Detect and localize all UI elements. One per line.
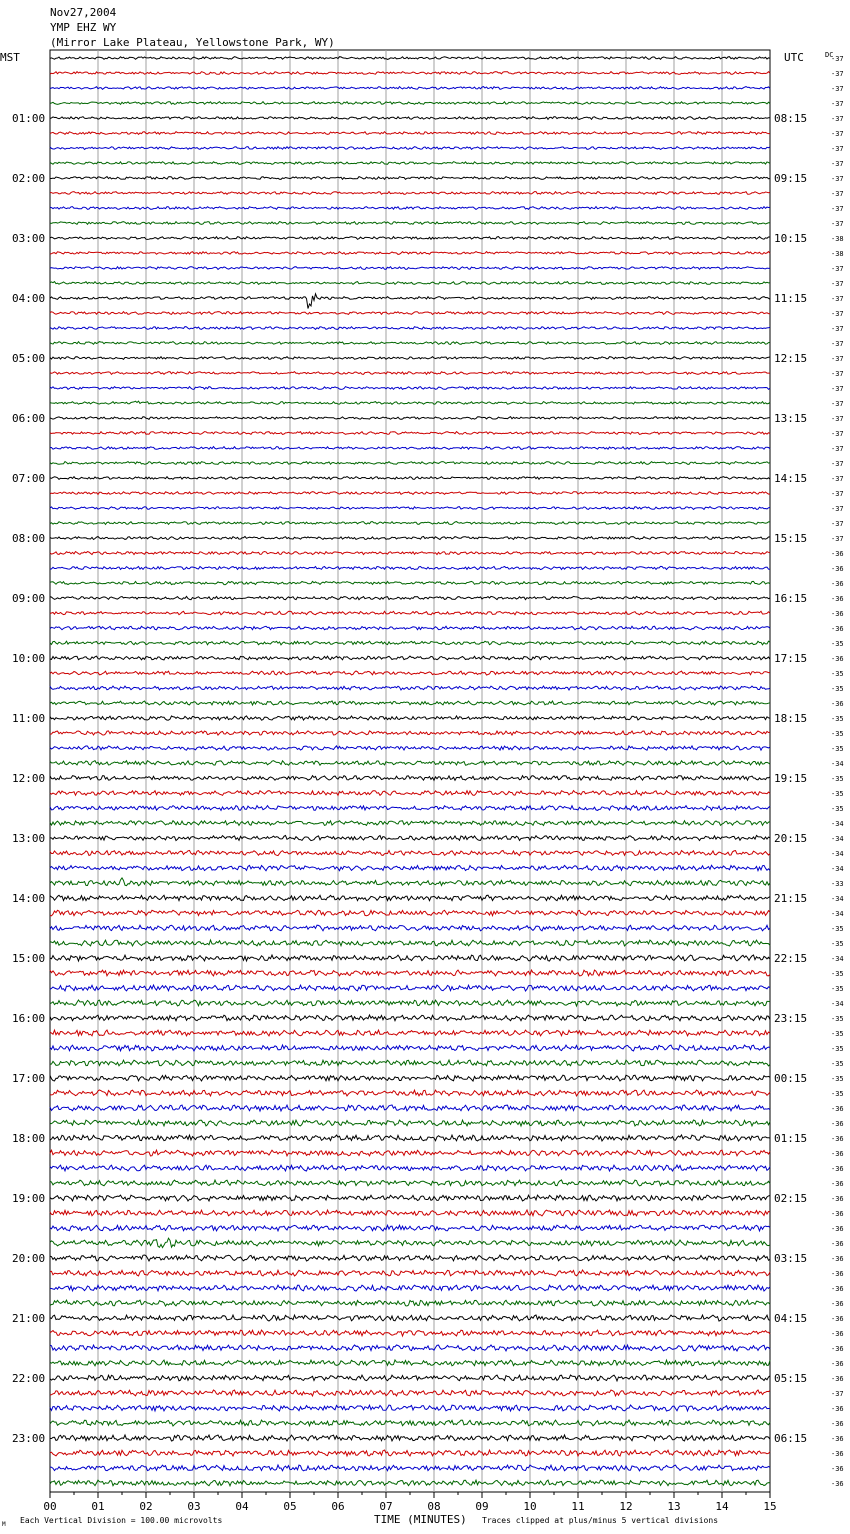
trace-line: [50, 955, 770, 961]
trace-line: [50, 537, 770, 540]
dc-offset-value: -35: [831, 745, 844, 753]
dc-offset-value: -37: [831, 265, 844, 273]
dc-offset-value: -35: [831, 970, 844, 978]
trace-line: [50, 761, 770, 766]
trace-line: [50, 507, 770, 510]
dc-offset-value: -34: [831, 820, 844, 828]
trace-line: [50, 1435, 770, 1441]
left-hour-label: 21:00: [12, 1312, 46, 1325]
dc-offset-value: -36: [831, 610, 844, 618]
left-hour-label: 22:00: [12, 1372, 46, 1385]
trace-line: [50, 806, 770, 811]
dc-offset-value: -36: [831, 1195, 844, 1203]
right-hour-label: 14:15: [774, 472, 808, 485]
left-hour-label: 03:00: [12, 232, 46, 245]
dc-offset-value: -37: [831, 430, 844, 438]
dc-offset-value: -35: [831, 1015, 844, 1023]
dc-offset-value: -36: [831, 1135, 844, 1143]
trace-line: [50, 701, 770, 705]
dc-offset-value: -36: [831, 1165, 844, 1173]
trace-line: [50, 1405, 770, 1411]
dc-offset-value: -35: [831, 1060, 844, 1068]
x-tick-label: 06: [331, 1500, 345, 1513]
trace-line: [50, 342, 770, 345]
trace-line: [50, 252, 770, 255]
right-hour-label: 12:15: [774, 352, 808, 365]
trace-line: [50, 1000, 770, 1006]
dc-offset-value: -34: [831, 895, 844, 903]
x-tick-label: 15: [763, 1500, 777, 1513]
dc-offset-value: -36: [831, 550, 844, 558]
trace-line: [50, 878, 770, 886]
right-hour-label: 04:15: [774, 1312, 808, 1325]
left-hour-label: 17:00: [12, 1072, 46, 1085]
dc-offset-value: -37: [831, 280, 844, 288]
trace-line: [50, 552, 770, 555]
trace-line: [50, 895, 770, 901]
trace-line: [50, 462, 770, 465]
trace-line: [50, 192, 770, 195]
trace-line: [50, 836, 770, 841]
header-location: (Mirror Lake Plateau, Yellowstone Park, WY): [50, 36, 335, 49]
x-tick-label: 10: [523, 1500, 537, 1513]
left-hour-label: 23:00: [12, 1432, 46, 1445]
dc-offset-value: -35: [831, 805, 844, 813]
x-tick-label: 14: [715, 1500, 729, 1513]
trace-line: [50, 477, 770, 480]
trace-line: [50, 746, 770, 750]
trace-line: [50, 791, 770, 796]
dc-offset-value: -38: [831, 250, 844, 258]
trace-line: [50, 1360, 770, 1366]
trace-line: [50, 910, 770, 916]
dc-offset-value: -36: [831, 580, 844, 588]
corner-mark: M: [2, 1521, 6, 1528]
dc-offset-value: -34: [831, 760, 844, 768]
trace-line: [50, 925, 770, 931]
dc-offset-value: -37: [831, 460, 844, 468]
right-hour-label: 00:15: [774, 1072, 808, 1085]
trace-line: [50, 1045, 770, 1051]
right-hour-label: 06:15: [774, 1432, 808, 1445]
trace-line: [50, 372, 770, 375]
dc-offset-value: -34: [831, 955, 844, 963]
dc-offset-value: -36: [831, 1255, 844, 1263]
trace-line: [50, 1060, 770, 1066]
trace-line: [50, 626, 770, 630]
dc-offset-value: -35: [831, 640, 844, 648]
dc-offset-value: -34: [831, 865, 844, 873]
dc-offset-value: -36: [831, 1105, 844, 1113]
dc-offset-value: -37: [831, 100, 844, 108]
dc-offset-value: -36: [831, 1270, 844, 1278]
trace-line: [50, 401, 770, 404]
dc-offset-value: -35: [831, 1075, 844, 1083]
dc-offset-value: -37: [831, 295, 844, 303]
left-hour-label: 08:00: [12, 532, 46, 545]
trace-line: [50, 865, 770, 870]
trace-line: [50, 1330, 770, 1336]
trace-line: [50, 162, 770, 165]
left-hour-label: 09:00: [12, 592, 46, 605]
dc-offset-value: -35: [831, 1030, 844, 1038]
x-tick-label: 07: [379, 1500, 393, 1513]
trace-line: [50, 1450, 770, 1456]
dc-offset-value: -37: [831, 85, 844, 93]
dc-offset-value: -36: [831, 1120, 844, 1128]
left-hour-labels: [12, 112, 45, 1445]
trace-line: [50, 147, 770, 150]
right-hour-label: 15:15: [774, 532, 808, 545]
right-hour-label: 17:15: [774, 652, 808, 665]
trace-line: [50, 1075, 770, 1081]
right-hour-label: 23:15: [774, 1012, 808, 1025]
trace-line: [50, 821, 770, 826]
trace-line: [50, 1030, 770, 1036]
dc-offset-value: -36: [831, 1345, 844, 1353]
dc-offset-value: -36: [831, 1210, 844, 1218]
trace-line: [50, 1390, 770, 1396]
trace-line: [50, 72, 770, 75]
dc-offset-value: -37: [831, 355, 844, 363]
trace-line: [50, 1225, 770, 1231]
dc-offset-value: -35: [831, 790, 844, 798]
right-hour-label: 01:15: [774, 1132, 808, 1145]
dc-offset-value: -37: [831, 400, 844, 408]
dc-offset-value: -36: [831, 565, 844, 573]
left-hour-label: 16:00: [12, 1012, 46, 1025]
trace-line: [50, 102, 770, 105]
trace-line: [50, 611, 770, 615]
trace-line: [50, 1345, 770, 1351]
clip-note: Traces clipped at plus/minus 5 vertical divisions: [482, 1516, 719, 1525]
trace-line: [50, 1150, 770, 1156]
trace-line: [50, 294, 770, 309]
dc-offset-value: -37: [831, 205, 844, 213]
trace-line: [50, 177, 770, 180]
dc-offset-value: -37: [831, 520, 844, 528]
right-hour-label: 16:15: [774, 592, 808, 605]
dc-offset-value: -34: [831, 1000, 844, 1008]
trace-line: [50, 1270, 770, 1276]
dc-offset-value: -35: [831, 985, 844, 993]
dc-offset-value: -35: [831, 925, 844, 933]
dc-offset-value: -33: [831, 880, 844, 888]
trace-line: [50, 1165, 770, 1171]
left-hour-label: 11:00: [12, 712, 46, 725]
header: [0, 6, 833, 64]
right-hour-labels: [774, 112, 807, 1445]
trace-line: [50, 1300, 770, 1306]
dc-offset-value: -36: [831, 595, 844, 603]
dc-offset-value: -37: [831, 70, 844, 78]
dc-offset-value: -36: [831, 1435, 844, 1443]
dc-offset-value: -37: [831, 145, 844, 153]
left-hour-label: 05:00: [12, 352, 46, 365]
dc-offset-value: -36: [831, 1150, 844, 1158]
right-hour-label: 11:15: [774, 292, 808, 305]
dc-offset-value: -34: [831, 835, 844, 843]
x-tick-label: 03: [187, 1500, 201, 1513]
dc-offset-value: -37: [831, 175, 844, 183]
dc-offset-value: -36: [831, 655, 844, 663]
dc-offset-value: -37: [831, 115, 844, 123]
dc-label: DC: [825, 51, 834, 59]
left-hour-label: 02:00: [12, 172, 46, 185]
trace-line: [50, 87, 770, 90]
x-tick-label: 05: [283, 1500, 297, 1513]
trace-line: [50, 1375, 770, 1381]
x-tick-label: 01: [91, 1500, 105, 1513]
dc-offset-value: -35: [831, 1045, 844, 1053]
dc-offset-value: -34: [831, 910, 844, 918]
right-hour-label: 22:15: [774, 952, 808, 965]
trace-line: [50, 716, 770, 720]
dc-offset-value: -35: [831, 775, 844, 783]
trace-line: [50, 731, 770, 735]
left-hour-label: 10:00: [12, 652, 46, 665]
trace-line: [50, 492, 770, 495]
left-hour-label: 18:00: [12, 1132, 46, 1145]
left-hour-label: 04:00: [12, 292, 46, 305]
x-axis: [43, 1492, 776, 1513]
trace-line: [50, 312, 770, 315]
header-station: YMP EHZ WY: [50, 21, 117, 34]
x-tick-label: 13: [667, 1500, 681, 1513]
dc-offset-value: -36: [831, 1480, 844, 1488]
dc-offset-value: -36: [831, 1375, 844, 1383]
trace-line: [50, 970, 770, 976]
left-hour-label: 20:00: [12, 1252, 46, 1265]
left-hour-label: 06:00: [12, 412, 46, 425]
traces: [50, 57, 770, 1486]
dc-offset-value: -36: [831, 1285, 844, 1293]
dc-offset-value: -37: [831, 490, 844, 498]
trace-line: [50, 1255, 770, 1261]
trace-line: [50, 1465, 770, 1471]
right-timezone-label: UTC: [784, 51, 804, 64]
dc-offset-value: -37: [831, 505, 844, 513]
dc-offset-value: -36: [831, 1420, 844, 1428]
trace-line: [50, 581, 770, 584]
dc-offset-value: -38: [831, 235, 844, 243]
dc-offset-value: -37: [831, 130, 844, 138]
trace-line: [50, 1015, 770, 1021]
dc-offset-value: -36: [831, 1405, 844, 1413]
dc-offset-value: -37: [831, 190, 844, 198]
trace-line: [50, 522, 770, 525]
right-hour-label: 10:15: [774, 232, 808, 245]
trace-line: [50, 985, 770, 991]
dc-offset-value: -34: [831, 850, 844, 858]
dc-offset-value: -37: [831, 220, 844, 228]
x-tick-label: 02: [139, 1500, 153, 1513]
dc-offset-value: -36: [831, 1300, 844, 1308]
trace-line: [50, 940, 770, 946]
left-hour-label: 07:00: [12, 472, 46, 485]
trace-line: [50, 1420, 770, 1426]
dc-offset-value: -35: [831, 940, 844, 948]
trace-line: [50, 596, 770, 599]
trace-line: [50, 432, 770, 435]
trace-line: [50, 132, 770, 135]
trace-line: [50, 1210, 770, 1216]
dc-offset-value: -35: [831, 1090, 844, 1098]
trace-line: [50, 1238, 770, 1247]
dc-offset-value: -35: [831, 685, 844, 693]
right-hour-label: 20:15: [774, 832, 808, 845]
left-hour-label: 15:00: [12, 952, 46, 965]
left-hour-label: 19:00: [12, 1192, 46, 1205]
trace-line: [50, 1120, 770, 1126]
dc-offset-value: -37: [831, 325, 844, 333]
trace-line: [50, 267, 770, 270]
dc-offset-value: -37: [831, 160, 844, 168]
trace-line: [50, 1315, 770, 1321]
right-hour-label: 08:15: [774, 112, 808, 125]
header-date: Nov27,2004: [50, 6, 117, 19]
left-hour-label: 13:00: [12, 832, 46, 845]
dc-offset-value: -37: [831, 340, 844, 348]
dc-offset-value: -37: [831, 1390, 844, 1398]
right-hour-label: 03:15: [774, 1252, 808, 1265]
scale-note: Each Vertical Division = 100.00 microvolts: [20, 1516, 223, 1525]
right-hour-label: 02:15: [774, 1192, 808, 1205]
trace-line: [50, 641, 770, 645]
trace-line: [50, 1285, 770, 1291]
x-tick-label: 00: [43, 1500, 57, 1513]
x-tick-label: 08: [427, 1500, 441, 1513]
trace-line: [50, 566, 770, 569]
trace-line: [50, 417, 770, 420]
dc-offset-value: -36: [831, 1180, 844, 1188]
dc-offset-value: -36: [831, 625, 844, 633]
x-tick-label: 11: [571, 1500, 585, 1513]
trace-line: [50, 237, 770, 240]
trace-line: [50, 686, 770, 690]
trace-line: [50, 1480, 770, 1486]
dc-offset-value: -37: [831, 415, 844, 423]
dc-offset-value: -36: [831, 1465, 844, 1473]
right-hour-label: 18:15: [774, 712, 808, 725]
dc-offset-value: -36: [831, 1450, 844, 1458]
trace-line: [50, 1195, 770, 1201]
dc-offset-value: -37: [831, 385, 844, 393]
trace-line: [50, 57, 770, 60]
x-tick-label: 04: [235, 1500, 249, 1513]
trace-line: [50, 1105, 770, 1111]
dc-offset-value: -36: [831, 1240, 844, 1248]
x-axis-title: TIME (MINUTES): [374, 1513, 467, 1526]
footer: [2, 1513, 718, 1528]
dc-offset-value: -36: [831, 1330, 844, 1338]
trace-line: [50, 776, 770, 781]
dc-offset-value: -37: [831, 535, 844, 543]
trace-line: [50, 1135, 770, 1141]
left-hour-label: 01:00: [12, 112, 46, 125]
trace-line: [50, 387, 770, 390]
dc-offset-labels: [831, 55, 844, 1488]
left-timezone-label: MST: [0, 51, 20, 64]
trace-line: [50, 222, 770, 225]
right-hour-label: 09:15: [774, 172, 808, 185]
trace-line: [50, 1090, 770, 1096]
trace-line: [50, 357, 770, 360]
dc-offset-value: -37: [831, 310, 844, 318]
trace-line: [50, 656, 770, 660]
right-hour-label: 19:15: [774, 772, 808, 785]
left-hour-label: 12:00: [12, 772, 46, 785]
right-hour-label: 13:15: [774, 412, 808, 425]
dc-offset-value: -35: [831, 730, 844, 738]
dc-offset-value: -35: [831, 715, 844, 723]
trace-line: [50, 117, 770, 120]
trace-line: [50, 447, 770, 450]
left-hour-label: 14:00: [12, 892, 46, 905]
dc-offset-value: -37: [831, 55, 844, 63]
dc-offset-value: -36: [831, 1315, 844, 1323]
dc-offset-value: -37: [831, 475, 844, 483]
x-tick-label: 12: [619, 1500, 633, 1513]
right-hour-label: 21:15: [774, 892, 808, 905]
right-hour-label: 05:15: [774, 1372, 808, 1385]
trace-line: [50, 327, 770, 330]
dc-offset-value: -36: [831, 1225, 844, 1233]
trace-line: [50, 851, 770, 856]
x-tick-label: 09: [475, 1500, 489, 1513]
trace-line: [50, 671, 770, 675]
dc-offset-value: -36: [831, 1360, 844, 1368]
dc-offset-value: -36: [831, 700, 844, 708]
trace-line: [50, 1180, 770, 1186]
trace-line: [50, 207, 770, 210]
dc-offset-value: -37: [831, 370, 844, 378]
trace-line: [50, 282, 770, 285]
dc-offset-value: -37: [831, 445, 844, 453]
dc-offset-value: -35: [831, 670, 844, 678]
